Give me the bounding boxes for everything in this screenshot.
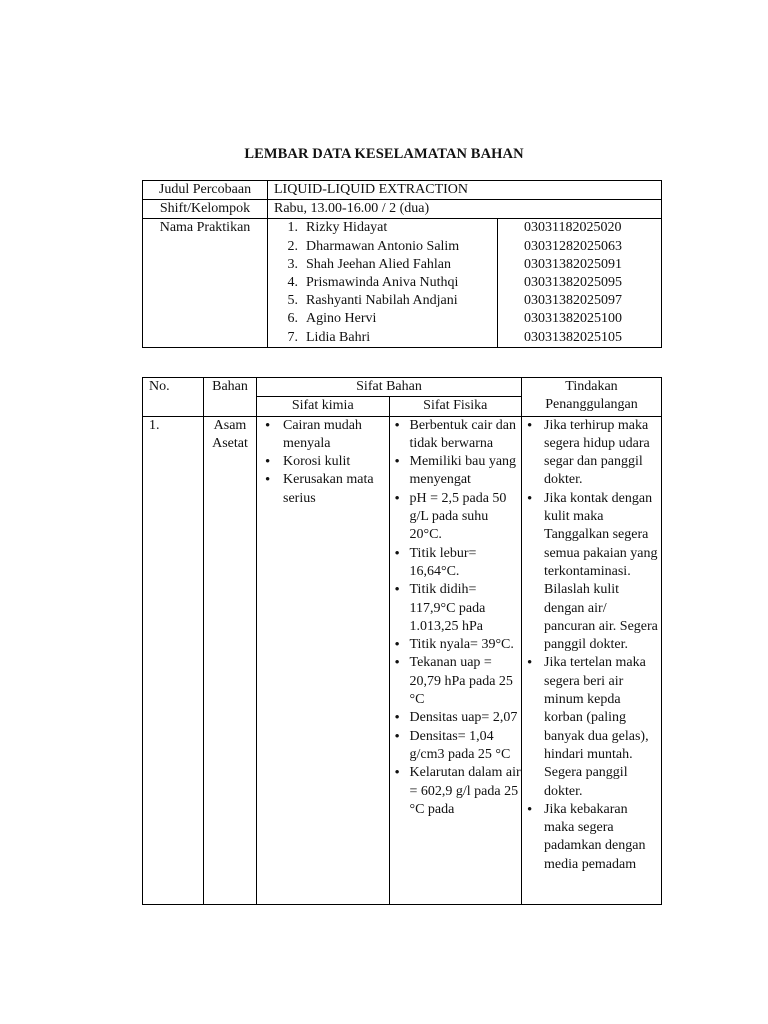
sifat-fisika-item: • Titik didih= 117,9°C pada 1.013,25 hPa [390,581,522,636]
member-nim: 03031382025100 [524,311,622,327]
member-name: Prismawinda Aniva Nuthqi [306,274,459,290]
sifat-kimia-cell [257,416,390,904]
bahan-line1: Asam [213,417,247,433]
tindakan-item: • Jika kontak dengan kulit maka Tanggalkan segera semua pakaian yang terkontaminasi. Bilaslah kulit dengan air/ pancuran air. Segera panggil dokter. [522,490,661,655]
sifat-kimia-item: • Kerusakan mata serius [257,471,389,508]
header-sifat-fisika: Sifat Fisika [389,397,522,416]
member-name: Rizky Hidayat [306,220,388,236]
member-nim: 03031382025091 [524,256,622,272]
member-row [270,238,497,256]
header-tindakan-line2: Penanggulangan [545,397,638,413]
member-number: 4. [287,274,298,290]
member-row [270,256,497,274]
header-row-1 [143,378,662,397]
page-title: LEMBAR DATA KESELAMATAN BAHAN [244,146,524,162]
info-table [142,180,662,348]
sifat-fisika-list [390,417,522,820]
bahan-line2: Asetat [212,435,248,451]
header-sifat-bahan: Sifat Bahan [257,378,522,397]
member-name: Rashyanti Nabilah Andjani [306,293,458,309]
row-no: 1. [143,416,204,904]
sifat-fisika-item: • Densitas uap= 2,07 [390,709,522,727]
member-row [270,329,497,347]
shift-label: Shift/Kelompok [143,200,268,219]
sifat-fisika-item: • Titik nyala= 39°C. [390,636,522,654]
member-row [270,219,497,237]
judul-label: Judul Percobaan [143,181,268,200]
safety-table [142,377,662,905]
header-tindakan-line1: Tindakan [565,379,618,394]
judul-row [143,181,662,200]
member-name: Lidia Bahri [306,329,371,345]
sifat-kimia-item: • Korosi kulit [257,453,389,471]
sifat-fisika-cell [389,416,522,904]
member-name: Agino Hervi [306,311,377,327]
member-number: 1. [287,220,298,236]
member-nim: 03031382025097 [524,293,622,309]
shift-value: Rabu, 13.00-16.00 / 2 (dua) [268,200,662,219]
tindakan-cell [522,416,662,904]
member-number: 6. [287,311,298,327]
judul-value: LIQUID-LIQUID EXTRACTION [268,181,662,200]
header-tindakan [522,378,662,417]
member-name: Dharmawan Antonio Salim [306,238,460,254]
table-row [143,416,662,904]
tindakan-item: • Jika terhirup maka segera hidup udara segar dan panggil dokter. [522,417,661,490]
tindakan-list [522,417,661,874]
member-nim: 03031182025020 [524,220,622,236]
member-nim: 03031382025095 [524,274,622,290]
sifat-fisika-item: • pH = 2,5 pada 50 g/L pada suhu 20°C. [390,490,522,545]
member-name: Shah Jeehan Alied Fahlan [306,256,452,272]
nama-label: Nama Praktikan [143,219,268,347]
members-cell [268,219,662,347]
shift-row [143,200,662,219]
member-number: 7. [287,329,298,345]
member-number: 5. [287,293,298,309]
member-row [270,292,497,310]
member-number: 3. [287,256,298,272]
header-bahan: Bahan [204,378,257,417]
header-no: No. [143,378,204,417]
member-row [270,274,497,292]
sifat-fisika-item: • Berbentuk cair dan tidak berwarna [390,417,522,454]
sifat-kimia-item: • Cairan mudah menyala [257,417,389,454]
sifat-fisika-item: • Titik lebur= 16,64°C. [390,545,522,582]
sifat-fisika-item: • Memiliki bau yang menyengat [390,453,522,490]
tindakan-item: • Jika kebakaran maka segera padamkan dengan media pemadam [522,801,661,874]
header-sifat-kimia: Sifat kimia [257,397,390,416]
sifat-kimia-list [257,417,389,508]
member-nims-column [498,219,622,346]
nama-row [143,219,662,347]
member-nim: 03031382025105 [524,329,622,345]
tindakan-item: • Jika tertelan maka segera beri air minum kepda korban (paling banyak dua gelas), hindari muntah. Segera panggil dokter. [522,654,661,800]
member-number: 2. [287,238,298,254]
sifat-fisika-item: • Densitas= 1,04 g/cm3 pada 25 °C [390,728,522,765]
member-row [270,310,497,328]
sifat-fisika-item: • Tekanan uap = 20,79 hPa pada 25 °C [390,654,522,709]
row-bahan [204,416,257,904]
member-names-column [268,219,498,346]
member-nim: 03031282025063 [524,238,622,254]
sifat-fisika-item: • Kelarutan dalam air = 602,9 g/l pada 25 °C pada [390,764,522,819]
